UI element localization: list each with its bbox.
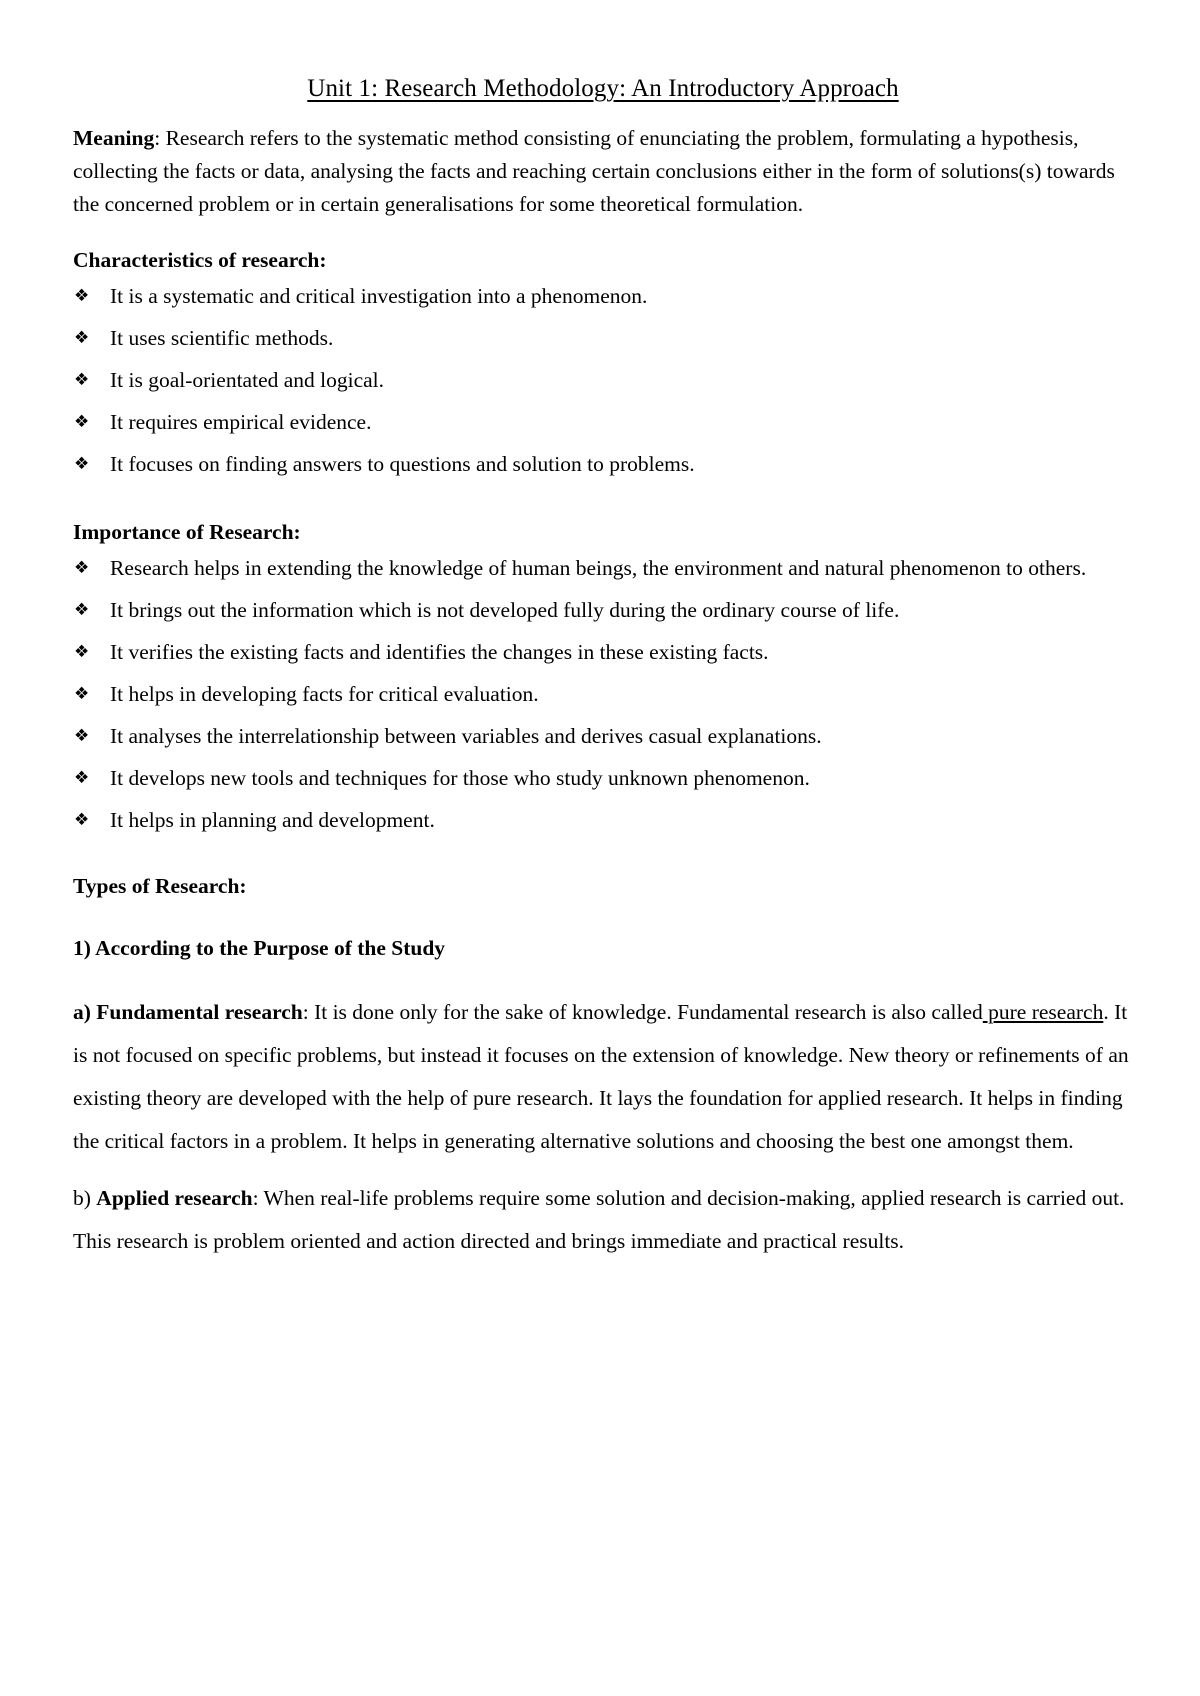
list-item xyxy=(73,757,1133,799)
list-item xyxy=(73,799,1133,841)
diamond-bullet-icon: ❖ xyxy=(74,726,90,746)
list-item xyxy=(73,443,1133,485)
list-item-text: It verifies the existing facts and identifies the changes in these existing facts. xyxy=(110,640,769,664)
list-item-text: It is goal-orientated and logical. xyxy=(110,368,385,392)
page-title: Unit 1: Research Methodology: An Introductory Approach xyxy=(307,75,899,102)
fundamental-research-paragraph xyxy=(73,991,1133,1163)
list-item-text: It brings out the information which is not developed fully during the ordinary course of life. xyxy=(110,598,900,622)
list-item-text: It focuses on finding answers to questions and solution to problems. xyxy=(110,452,695,476)
meaning-label: Meaning xyxy=(73,126,155,150)
types-heading: Types of Research: xyxy=(73,874,247,898)
diamond-bullet-icon: ❖ xyxy=(74,454,90,474)
list-item-text: It helps in planning and development. xyxy=(110,808,435,832)
diamond-bullet-icon: ❖ xyxy=(74,370,90,390)
diamond-bullet-icon: ❖ xyxy=(74,558,90,578)
list-item-text: It uses scientific methods. xyxy=(110,326,334,350)
list-item-text: Research helps in extending the knowledge of human beings, the environment and natural phenomenon to others. xyxy=(110,556,1087,580)
list-item-text: It analyses the interrelationship between variables and derives casual explanations. xyxy=(110,724,822,748)
list-item xyxy=(73,317,1133,359)
fundamental-text-2: . It is not focused on specific problems, but instead it focuses on the extension of knowledge. New theory or refinements of an existing theory are developed with the help of pure research. It lays the foundation for applied research. It helps in finding the critical factors in a problem. It helps in generating alternative solutions and choosing the best one amongst them. xyxy=(73,1000,1129,1153)
document-page xyxy=(73,0,1133,1263)
list-item xyxy=(73,359,1133,401)
diamond-bullet-icon: ❖ xyxy=(74,412,90,432)
list-item xyxy=(73,275,1133,317)
applied-research-paragraph xyxy=(73,1177,1133,1263)
meaning-paragraph xyxy=(73,122,1133,221)
diamond-bullet-icon: ❖ xyxy=(74,642,90,662)
applied-prefix: b) xyxy=(73,1186,97,1210)
meaning-text: : Research refers to the systematic method consisting of enunciating the problem, formulating a hypothesis, collecting the facts or data, analysing the facts and reaching certain conclusions either in the form of solutions(s) towards the concerned problem or in certain generalisations for some theoretical formulation. xyxy=(73,126,1115,216)
applied-research-label: Applied research xyxy=(96,1186,253,1210)
characteristics-list xyxy=(73,275,1133,485)
diamond-bullet-icon: ❖ xyxy=(74,600,90,620)
purpose-heading: 1) According to the Purpose of the Study xyxy=(73,936,446,960)
list-item-text: It develops new tools and techniques for those who study unknown phenomenon. xyxy=(110,766,810,790)
pure-research-term: pure research xyxy=(982,1000,1104,1024)
list-item xyxy=(73,547,1133,589)
list-item-text: It is a systematic and critical investigation into a phenomenon. xyxy=(110,284,648,308)
importance-heading: Importance of Research: xyxy=(73,520,301,544)
fundamental-text-1: : It is done only for the sake of knowledge. Fundamental research is also called xyxy=(302,1000,983,1024)
list-item xyxy=(73,673,1133,715)
list-item-text: It helps in developing facts for critical evaluation. xyxy=(110,682,539,706)
list-item xyxy=(73,401,1133,443)
applied-text: : When real-life problems require some solution and decision-making, applied research is carried out. This research is problem oriented and action directed and brings immediate and practical results. xyxy=(73,1186,1125,1253)
diamond-bullet-icon: ❖ xyxy=(74,810,90,830)
diamond-bullet-icon: ❖ xyxy=(74,286,90,306)
list-item-text: It requires empirical evidence. xyxy=(110,410,372,434)
importance-list xyxy=(73,547,1133,841)
diamond-bullet-icon: ❖ xyxy=(74,684,90,704)
list-item xyxy=(73,589,1133,631)
fundamental-research-label: a) Fundamental research xyxy=(73,1000,303,1024)
diamond-bullet-icon: ❖ xyxy=(74,768,90,788)
list-item xyxy=(73,631,1133,673)
characteristics-heading: Characteristics of research: xyxy=(73,248,327,272)
list-item xyxy=(73,715,1133,757)
diamond-bullet-icon: ❖ xyxy=(74,328,90,348)
